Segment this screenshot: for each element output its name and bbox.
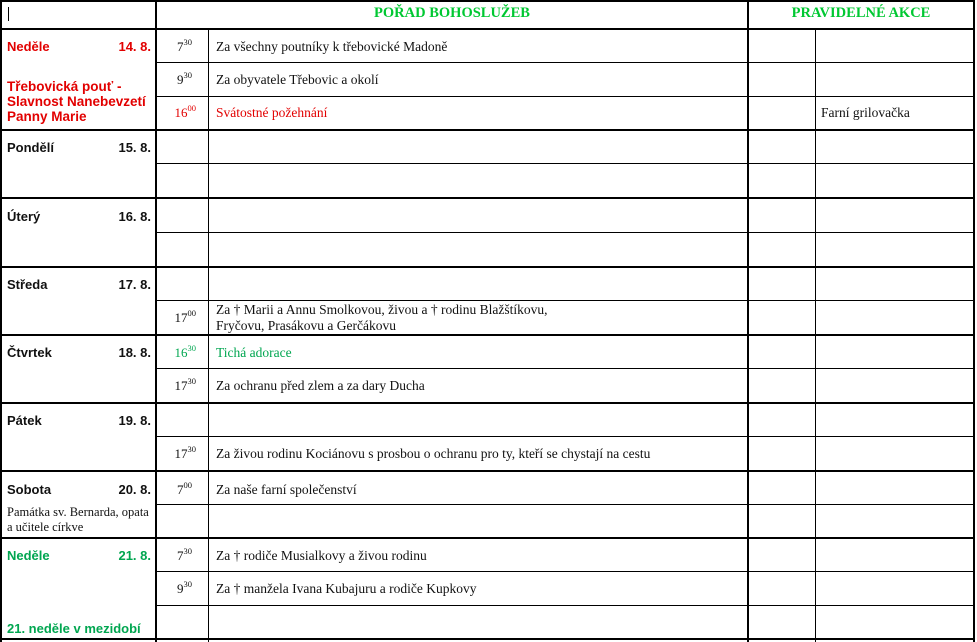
grid-line xyxy=(155,504,975,505)
event-entry: Farní grilovačka xyxy=(821,105,910,120)
day-date: 21. 8. xyxy=(118,548,151,563)
grid-line xyxy=(0,28,975,30)
service-intention: Za † Marii a Annu Smolkovou, živou a † rodinu Blažštíkovu, xyxy=(216,302,548,317)
day-date: 18. 8. xyxy=(118,345,151,360)
day-date: 14. 8. xyxy=(118,39,151,54)
grid-line xyxy=(155,232,975,233)
grid-line xyxy=(155,368,975,369)
day-date: 15. 8. xyxy=(118,140,151,155)
grid-line xyxy=(0,266,975,268)
grid-line xyxy=(155,163,975,164)
grid-line xyxy=(0,197,975,199)
grid-line xyxy=(155,436,975,437)
service-time: $16^{00}$ xyxy=(174,103,196,120)
service-time: $16^{30}$ xyxy=(174,343,196,360)
day-note: 21. neděle v mezidobí xyxy=(7,621,141,636)
service-time: $9^{30}$ xyxy=(177,579,192,596)
day-name: Pátek xyxy=(7,413,42,428)
grid-line xyxy=(155,571,975,572)
service-intention: Za obyvatele Třebovic a okolí xyxy=(216,72,379,87)
grid-line xyxy=(0,537,975,539)
day-name: Úterý xyxy=(7,209,41,224)
service-intention: Za † rodiče Musialkovy a živou rodinu xyxy=(216,548,427,563)
day-name: Čtvrtek xyxy=(7,345,52,360)
service-time: $17^{30}$ xyxy=(174,376,196,393)
grid-line xyxy=(0,0,2,642)
service-intention: Za naše farní společenství xyxy=(216,482,357,497)
grid-line xyxy=(0,129,975,131)
service-intention: Za živou rodinu Kociánovu s prosbou o ochranu pro ty, kteří se chystají na cestu xyxy=(216,446,651,461)
service-time: $17^{30}$ xyxy=(174,444,196,461)
service-intention: Za † manžela Ivana Kubajuru a rodiče Kupkovy xyxy=(216,581,477,596)
service-time: $7^{30}$ xyxy=(177,546,192,563)
day-date: 17. 8. xyxy=(118,277,151,292)
service-intention: Fryčovu, Prasákovu a Gerčákovu xyxy=(216,318,396,333)
service-intention: Svátostné požehnání xyxy=(216,105,328,120)
day-name: Neděle xyxy=(7,39,50,54)
grid-line xyxy=(0,470,975,472)
service-time: $7^{00}$ xyxy=(177,480,192,497)
grid-line xyxy=(0,0,975,2)
grid-line xyxy=(0,638,975,640)
services-header: POŘAD BOHOSLUŽEB xyxy=(374,5,530,21)
grid-line xyxy=(155,96,975,97)
grid-line xyxy=(155,300,975,301)
events-header: PRAVIDELNÉ AKCE xyxy=(791,5,931,21)
day-note: Třebovická pouť - Slavnost Nanebevzetí Panny Marie xyxy=(7,79,146,124)
grid-line xyxy=(0,334,975,336)
text-cursor xyxy=(8,7,9,21)
day-date: 19. 8. xyxy=(118,413,151,428)
service-intention: Za všechny poutníky k třebovické Madoně xyxy=(216,39,448,54)
day-name: Sobota xyxy=(7,482,52,497)
day-date: 16. 8. xyxy=(118,209,151,224)
service-time: $17^{00}$ xyxy=(174,308,196,325)
service-time: $7^{30}$ xyxy=(177,37,192,54)
day-name: Neděle xyxy=(7,548,50,563)
service-intention: Za ochranu před zlem a za dary Ducha xyxy=(216,378,425,393)
service-intention: Tichá adorace xyxy=(216,345,292,360)
grid-line xyxy=(155,62,975,63)
day-date: 20. 8. xyxy=(118,482,151,497)
grid-line xyxy=(155,605,975,606)
day-name: Pondělí xyxy=(7,140,54,155)
day-name: Středa xyxy=(7,277,48,292)
service-time: $9^{30}$ xyxy=(177,70,192,87)
grid-line xyxy=(0,402,975,404)
day-note: Památka sv. Bernarda, opata a učitele církve xyxy=(7,505,149,534)
